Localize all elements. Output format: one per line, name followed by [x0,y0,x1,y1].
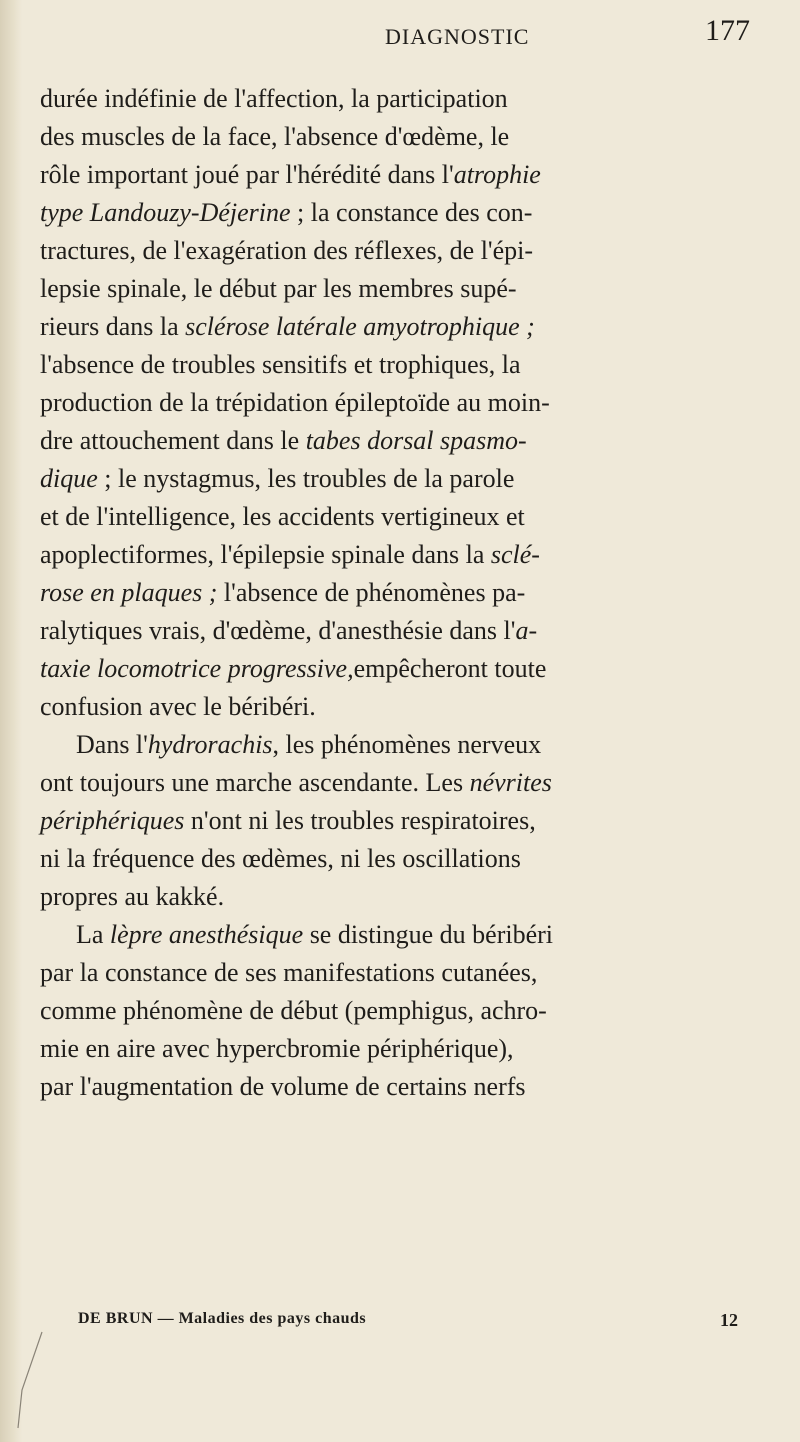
text-line [40,612,730,650]
pencil-mark-icon [12,1330,52,1430]
line-text: ; la constance des con- [290,198,533,227]
line-text: ; le nystagmus, les troubles de la parole [97,464,515,493]
line-text: confusion avec le béribéri. [40,692,316,721]
text-line [40,308,730,346]
text-line [40,498,730,536]
line-text: ont toujours une marche ascendante. Les [40,768,470,797]
text-line [40,346,730,384]
line-text: propres au kakké. [40,882,225,911]
signature-number: 12 [720,1310,738,1330]
italic-term: sclé- [490,540,540,569]
italic-term: a- [515,616,538,645]
text-line [40,916,730,954]
line-text: se distingue du béribéri [303,920,554,949]
line-text: ralytiques vrais, d'œdème, d'anesthésie dans l' [40,616,516,645]
page-number: 177 [705,14,750,47]
text-line [40,954,730,992]
text-line [40,764,730,802]
page-edge-shadow [0,0,22,1442]
line-text: l'absence de troubles sensitifs et trophiques, la [40,350,521,379]
text-line [40,460,730,498]
text-line [40,118,730,156]
line-text: par la constance de ses manifestations cutanées, [40,958,538,987]
line-text: rieurs dans la [40,312,186,341]
line-text: rôle important joué par l'hérédité dans l' [40,160,454,189]
line-text: ni la fréquence des œdèmes, ni les oscillations [40,844,521,873]
line-text: comme phénomène de début (pemphigus, achro- [40,996,547,1025]
line-text: Dans l' [76,730,148,759]
text-line [40,270,730,308]
text-line [40,688,730,726]
text-line [40,536,730,574]
running-title: DIAGNOSTIC [385,24,530,49]
text-line [40,156,730,194]
line-text: , les phénomènes nerveux [272,730,542,759]
text-line [40,992,730,1030]
line-text: apoplectiformes, l'épilepsie spinale dans la [40,540,491,569]
text-line [40,574,730,612]
italic-term: sclérose latérale amyotrophique ; [185,312,535,341]
text-line [40,194,730,232]
text-line [40,726,730,764]
book-page [40,0,770,1442]
line-text: production de la trépidation épileptoïde au moin- [40,388,550,417]
text-line [40,878,730,916]
line-text: n'ont ni les troubles respiratoires, [184,806,536,835]
printer-signature-line [78,1310,738,1340]
text-line [40,384,730,422]
italic-term: type Landouzy-Déjerine [40,198,291,227]
line-text: l'absence de phénomènes pa- [217,578,526,607]
line-text: des muscles de la face, l'absence d'œdème, le [40,122,510,151]
line-text: durée indéfinie de l'affection, la participation [40,84,508,113]
line-text: par l'augmentation de volume de certains nerfs [40,1072,526,1101]
line-text: dre attouchement dans le [40,426,306,455]
body-text [40,80,730,1106]
line-text: et de l'intelligence, les accidents vertigineux et [40,502,525,531]
text-line [40,1068,730,1106]
italic-term: taxie locomotrice progressive, [40,654,354,683]
text-line [40,840,730,878]
line-text: La [76,920,110,949]
text-line [40,1030,730,1068]
running-head [40,14,770,54]
italic-term: tabes dorsal spasmo- [305,426,527,455]
italic-term: périphériques [40,806,185,835]
line-text: tractures, de l'exagération des réflexes, de l'épi- [40,236,534,265]
italic-term: dique [40,464,98,493]
italic-term: névrites [469,768,552,797]
italic-term: atrophie [453,160,541,189]
text-line [40,650,730,688]
line-text: lepsie spinale, le début par les membres supé- [40,274,517,303]
italic-term: lèpre anesthésique [109,920,304,949]
italic-term: rose en plaques ; [40,578,218,607]
line-text: mie en aire avec hypercbromie périphérique), [40,1034,514,1063]
text-line [40,802,730,840]
italic-term: hydrorachis [147,730,273,759]
text-line [40,80,730,118]
signature-mark: DE BRUN — Maladies des pays chauds [78,1310,367,1327]
text-line [40,232,730,270]
text-line [40,422,730,460]
line-text: empêcheront toute [353,654,547,683]
